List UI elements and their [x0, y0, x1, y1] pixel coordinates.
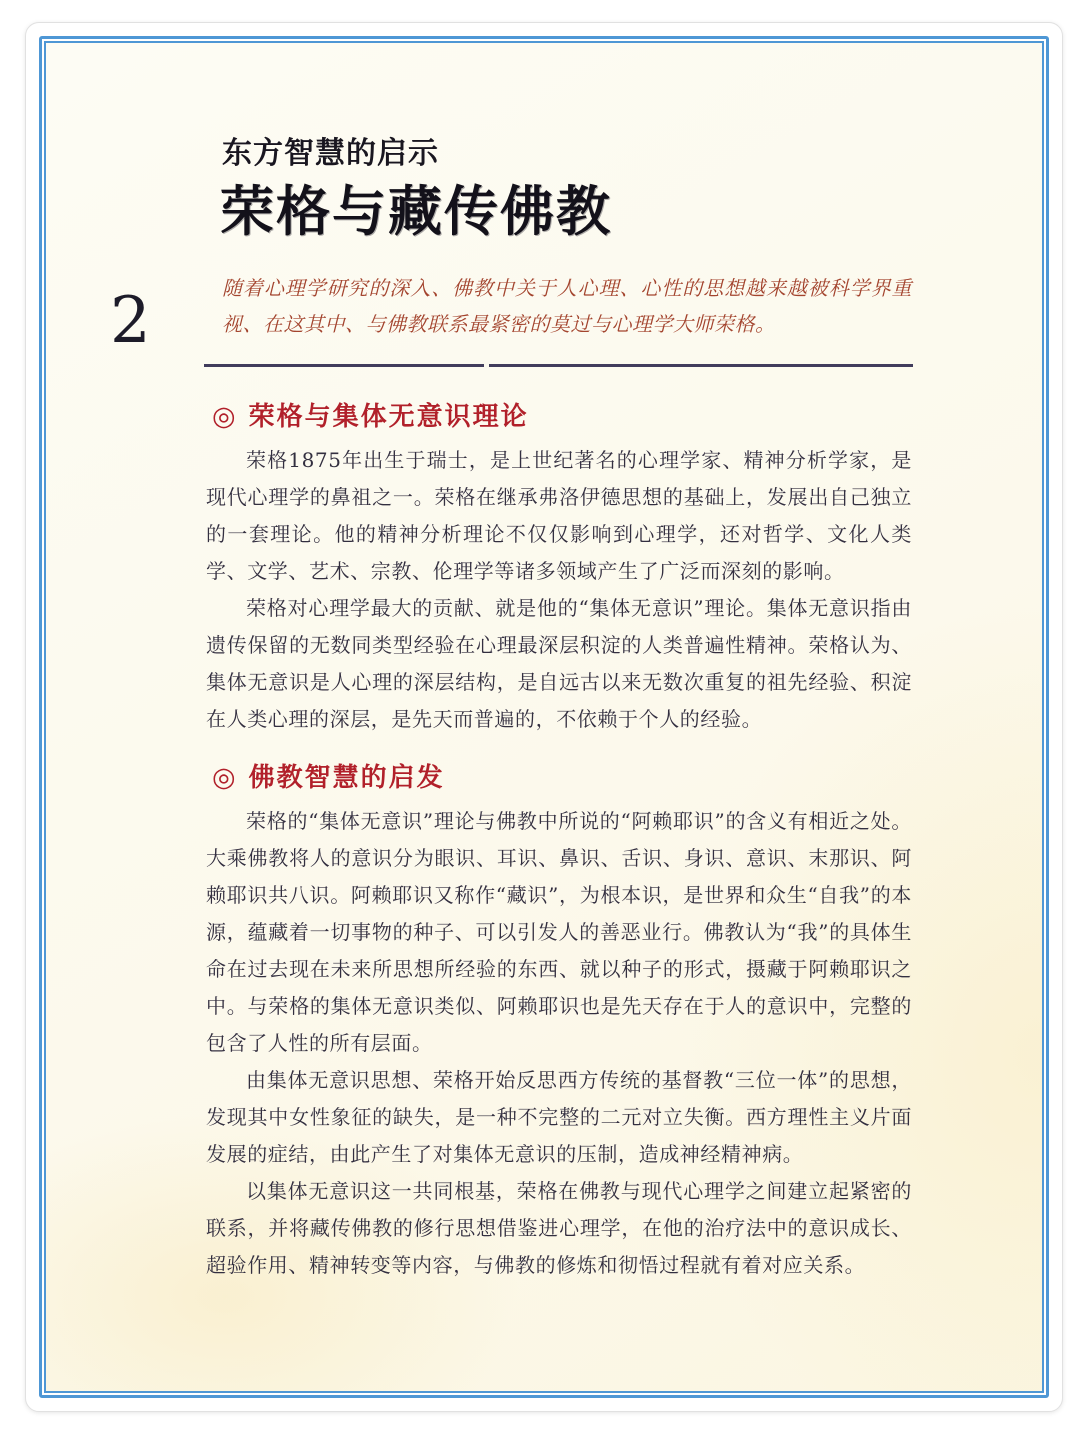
bullseye-icon: ◎ — [212, 762, 238, 793]
body-paragraph: 荣格1875年出生于瑞士，是上世纪著名的心理学家、精神分析学家，是现代心理学的鼻祖之一。荣格在继承弗洛伊德思想的基础上，发展出自己独立的一套理论。他的精神分析理论不仅仅影响到心理学，还对哲学、文化人类学、文学、艺术、宗教、伦理学等诸多领域产生了广泛而深刻的影响。 — [206, 448, 912, 584]
outer-blue-frame — [39, 36, 1049, 1398]
page-title: 荣格与藏传佛教 — [220, 179, 612, 243]
intro-paragraph: 随着心理学研究的深入、佛教中关于人心理、心性的思想越来越被科学界重视、在这其中、与佛教联系最紧密的莫过与心理学大师荣格。 — [222, 276, 912, 337]
body-paragraph: 以集体无意识这一共同根基，荣格在佛教与现代心理学之间建立起紧密的联系，并将藏传佛教的修行思想借鉴进心理学，在他的治疗法中的意识成长、超验作用、精神转变等内容，与佛教的修炼和彻悟过程就有着对应关系。 — [206, 1179, 912, 1278]
kicker-heading: 东方智慧的启示 — [222, 137, 439, 170]
body-paragraph: 荣格对心理学最大的贡献、就是他的“集体无意识”理论。集体无意识指由遗传保留的无数同类型经验在心理最深层积淀的人类普遍性精神。荣格认为、集体无意识是人心理的深层结构，是自远古以来无数次重复的祖先经验、积淀在人类心理的深层，是先天而普遍的，不依赖于个人的经验。 — [206, 596, 912, 732]
section-heading-text: 佛教智慧的启发 — [248, 762, 445, 793]
section-heading — [212, 401, 916, 432]
divider-rule — [204, 364, 913, 367]
paper-page — [46, 43, 1042, 1391]
inner-blue-frame — [44, 41, 1044, 1393]
body-paragraph: 荣格的“集体无意识”理论与佛教中所说的“阿赖耶识”的含义有相近之处。大乘佛教将人的意识分为眼识、耳识、鼻识、舌识、身识、意识、末那识、阿赖耶识共八识。阿赖耶识又称作“藏识”，为根本识，是世界和众生“自我”的本源，蕴藏着一切事物的种子、可以引发人的善恶业行。佛教认为“我”的具体生命在过去现在未来所思想所经验的东西、就以种子的形式，摄藏于阿赖耶识之中。与荣格的集体无意识类似、阿赖耶识也是先天存在于人的意识中，完整的包含了人性的所有层面。 — [206, 809, 912, 1056]
bullseye-icon: ◎ — [212, 401, 238, 432]
chapter-number: 2 — [110, 284, 151, 358]
section-buddhist-wisdom — [206, 762, 916, 1284]
body-paragraph: 由集体无意识思想、荣格开始反思西方传统的基督教“三位一体”的思想，发现其中女性象征的缺失，是一种不完整的二元对立失衡。西方理性主义片面发展的症结，由此产生了对集体无意识的压制，造成神经精神病。 — [206, 1068, 912, 1167]
section-heading-text: 荣格与集体无意识理论 — [248, 401, 529, 432]
page-card — [25, 22, 1063, 1412]
section-heading — [212, 762, 916, 793]
section-jung-collective-unconscious — [206, 401, 916, 738]
content-column — [206, 43, 916, 1284]
